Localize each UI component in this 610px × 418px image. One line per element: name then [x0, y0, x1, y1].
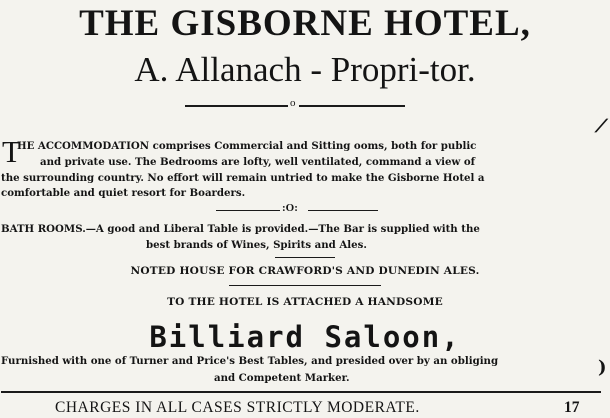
edge-bracket-icon: ): [598, 357, 607, 378]
furnished-line-2: and Competent Marker.: [214, 372, 350, 384]
accommodation-line-4: comfortable and quiet resort for Boarders.: [1, 187, 246, 199]
edge-mark-icon: ⟋: [595, 116, 608, 137]
furnished-line-1: Furnished with one of Turner and Price's Best Tables, and presided over by an obliging: [1, 355, 499, 367]
noted-house-line: NOTED HOUSE FOR CRAWFORD'S AND DUNEDIN ALES.: [130, 265, 480, 277]
bath-rooms-line-2: best brands of Wines, Spirits and Ales.: [146, 239, 367, 251]
ornamental-divider-2: :O:: [216, 204, 378, 216]
hotel-title: THE GISBORNE HOTEL,: [79, 3, 531, 44]
bath-rooms-line-1: BATH ROOMS.—A good and Liberal Table is provided.—The Bar is supplied with the: [1, 223, 480, 235]
accommodation-line-3: the surrounding country. No effort will remain untried to make the Gisborne Hotel a: [1, 172, 485, 184]
proprietor-line: A. Allanach - Propri-tor.: [134, 50, 476, 89]
rule-under-noted: [229, 285, 381, 286]
page-number: 17: [564, 399, 580, 416]
accommodation-line-1: HE ACCOMMODATION comprises Commercial and Sitting ooms, both for public: [17, 140, 477, 152]
ornamental-divider: o: [185, 100, 405, 112]
accommodation-line-2: and private use. The Bedrooms are lofty, well ventilated, command a view of: [40, 156, 475, 168]
rule-under-bath: [275, 257, 335, 258]
billiard-saloon-heading: Billiard Saloon,: [149, 320, 461, 354]
charges-line: CHARGES IN ALL CASES STRICTLY MODERATE.: [55, 399, 420, 416]
attached-line: TO THE HOTEL IS ATTACHED A HANDSOME: [167, 296, 443, 308]
rule-under-furnished: [1, 391, 601, 393]
drop-cap: T: [2, 134, 21, 169]
